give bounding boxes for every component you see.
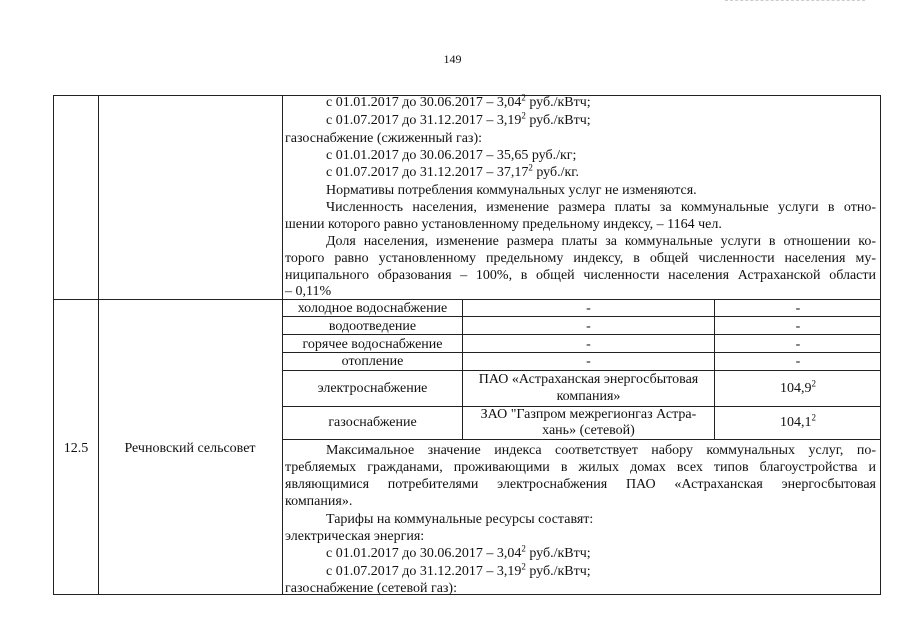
index-hot-water: - [795,337,801,352]
service-cold-water: холодное водоснабжение [297,301,448,316]
row2-line-4: компания». [285,494,353,509]
row1-line-4: с 01.01.2017 до 30.06.2017 – 35,65 руб./кг; [326,148,577,163]
row2-line-3: являющимися потребителями электроснабжения ПАО «Астраханская энергосбытовая [285,477,876,492]
service-gas: газоснабжение [328,415,417,430]
row1-line-11: ниципального образования – 100%, в общей численности населения Астраханской области [285,268,876,283]
row1-line-10: торого равно установленному предельному индексу, в общей численности населения му- [285,251,876,266]
index-heating: - [795,354,801,369]
index-electricity: 104,9$^2$ [780,378,816,396]
row1-line-3: газоснабжение (сжиженный газ): [285,131,483,146]
service-hot-water: горячее водоснабжение [302,337,443,352]
service-heating: отопление [341,354,404,369]
row2-municipality-name: Речновский сельсовет [124,441,256,456]
row2-line-6: электрическая энергия: [285,529,425,544]
service-electricity: электроснабжение [317,381,428,396]
page-number: 149 [443,52,462,66]
provider-electricity-l2: компания» [556,389,621,404]
provider-drainage: - [586,319,591,334]
provider-hot-water: - [586,337,591,352]
provider-cold-water: - [586,301,591,316]
tariff-table [53,92,881,596]
row1-line-6: Нормативы потребления коммунальных услуг не изменяются. [326,183,697,198]
scan-artifact [725,0,865,7]
row1-line-8: шении которого равно установленному предельному индексу, – 1164 чел. [285,217,722,232]
row1-line-7: Численность населения, изменение размера платы за коммунальные услуги в отно- [326,200,876,215]
provider-heating: - [586,354,591,369]
row1-line-9: Доля населения, изменение размера платы за коммунальные услуги в отношении ко- [326,234,876,249]
index-drainage: - [795,319,801,334]
row2-line-8: с 01.07.2017 до 31.12.2017 – 3,19$^2$ руб./кВтч; [326,561,591,579]
index-gas: 104,1$^2$ [780,412,816,430]
row2-line-7: с 01.01.2017 до 30.06.2017 – 3,04$^2$ руб./кВтч; [326,543,591,561]
service-drainage: водоотведение [328,319,417,334]
col-divider-1 [98,96,99,594]
index-cold-water: - [795,301,801,316]
row2-line-9: газоснабжение (сетевой газ): [285,581,457,596]
row2-line-2: требляемых гражданами, проживающими в жилых домах всех типов благоустройства и [285,460,876,475]
row2-line-1: Максимальное значение индекса соответствует набору коммунальных услуг, по- [326,443,876,458]
provider-gas-l1: ЗАО "Газпром межрегионгаз Астра- [480,407,697,422]
row2-line-5: Тарифы на коммунальные ресурсы составят: [326,512,594,527]
provider-gas-l2: хань» (сетевой) [542,423,635,438]
row2-number: 12.5 [63,441,89,456]
row1-line-12: – 0,11% [285,284,332,299]
provider-electricity-l1: ПАО «Астраханская энергосбытовая [478,372,699,387]
row1-line-5: с 01.07.2017 до 31.12.2017 – 37,17$^2$ руб./кг. [326,162,579,180]
row1-line-2: с 01.07.2017 до 31.12.2017 – 3,19$^2$ руб./кВтч; [326,110,591,128]
row1-line-1: с 01.01.2017 до 30.06.2017 – 3,04$^2$ руб./кВтч; [326,92,591,110]
